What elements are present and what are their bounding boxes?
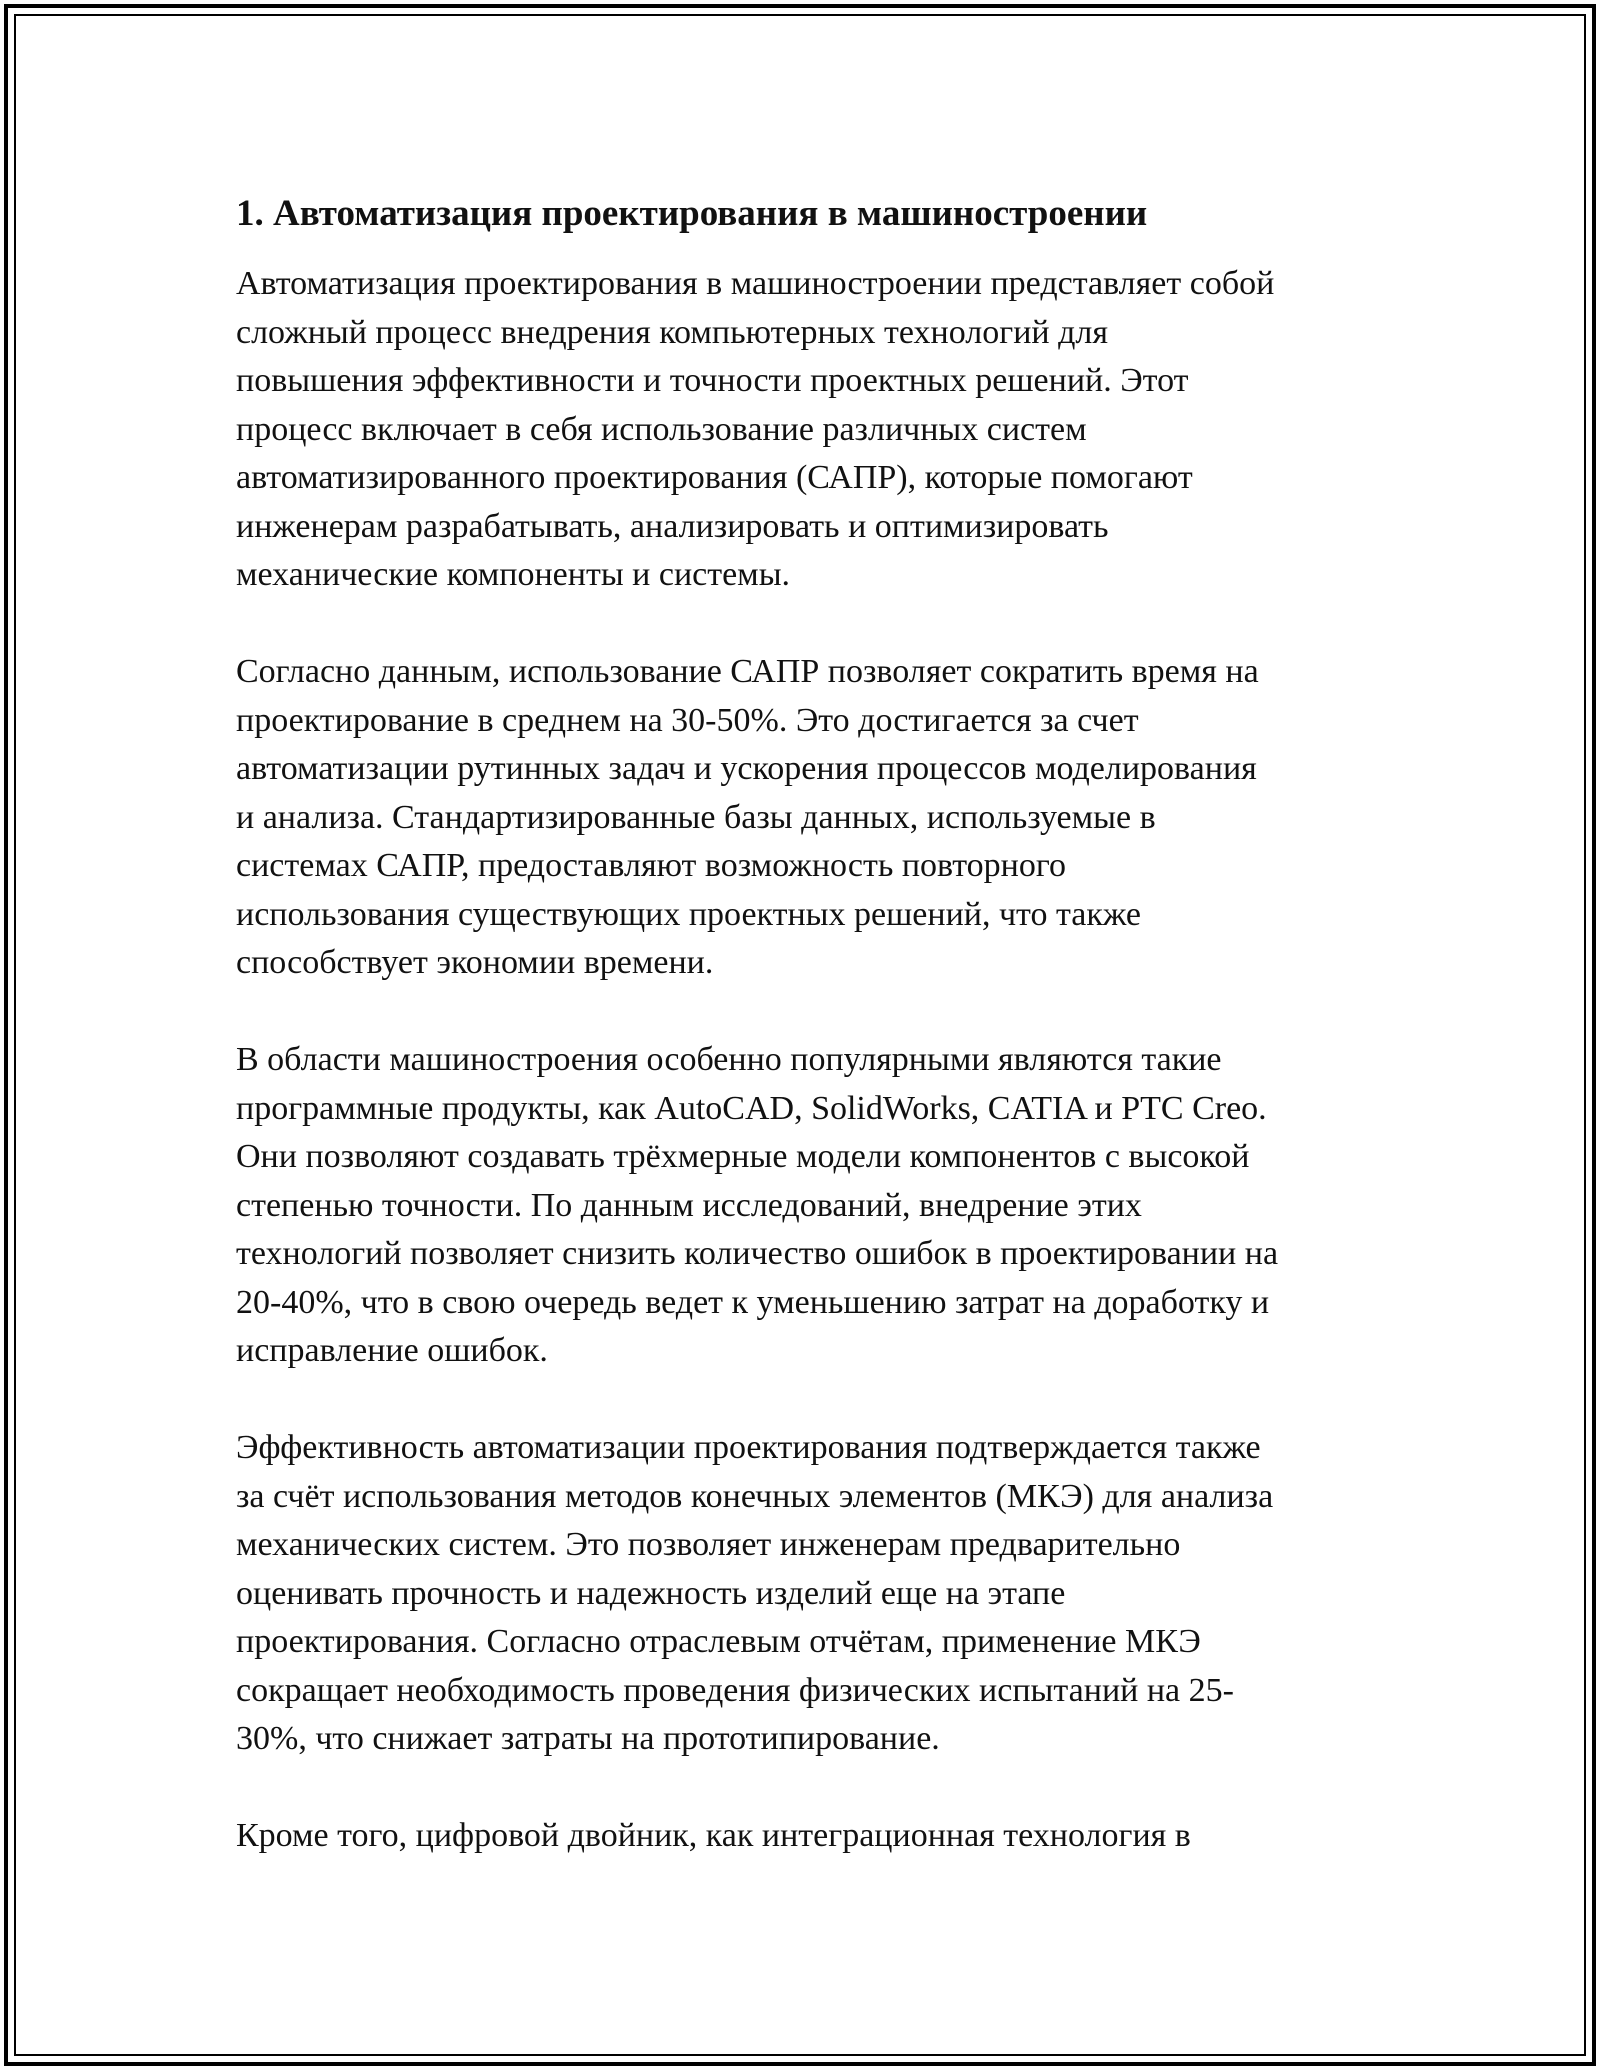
section-heading: 1. Автоматизация проектирования в машиностроении [236, 193, 1148, 234]
paragraph-cad-time-savings: Согласно данным, использование САПР позволяет сократить время на проектирование в среднем на 30-50%. Это достигается за счет автоматизации рутинных задач и ускорения процессов моделирования и анализа. Стандартизированные базы данных, используемые в системах САПР, предоставляют возможность повторного использования существующих проектных решений, что также способствует экономии времени. [236, 653, 1259, 981]
paragraph-intro: Автоматизация проектирования в машиностроении представляет собой сложный процесс внедрения компьютерных технологий для повышения эффективности и точности проектных решений. Этот процесс включает в себя использование различных систем автоматизированного проектирования (САПР), которые помогают инженерам разрабатывать, анализировать и оптимизировать механические компоненты и системы. [236, 265, 1275, 593]
paragraph-digital-twin: Кроме того, цифровой двойник, как интеграционная технология в [236, 1817, 1191, 1854]
document-page [236, 190, 1376, 1909]
paragraph-software-products: В области машиностроения особенно популярными являются такие программные продукты, как AutoCAD, SolidWorks, CATIA и PTC Creo. Они позволяют создавать трёхмерные модели компонентов с высокой степенью точности. По данным исследований, внедрение этих технологий позволяет снизить количество ошибок в проектировании на 20-40%, что в свою очередь ведет к уменьшению затрат на доработку и исправление ошибок. [236, 1041, 1279, 1369]
paragraph-fem-analysis: Эффективность автоматизации проектирования подтверждается также за счёт использования методов конечных элементов (МКЭ) для анализа механических систем. Это позволяет инженерам предварительно оценивать прочность и надежность изделий еще на этапе проектирования. Согласно отраслевым отчётам, применение МКЭ сокращает необходимость проведения физических испытаний на 25- 30%, что снижает затраты на прототипирование. [236, 1429, 1274, 1757]
